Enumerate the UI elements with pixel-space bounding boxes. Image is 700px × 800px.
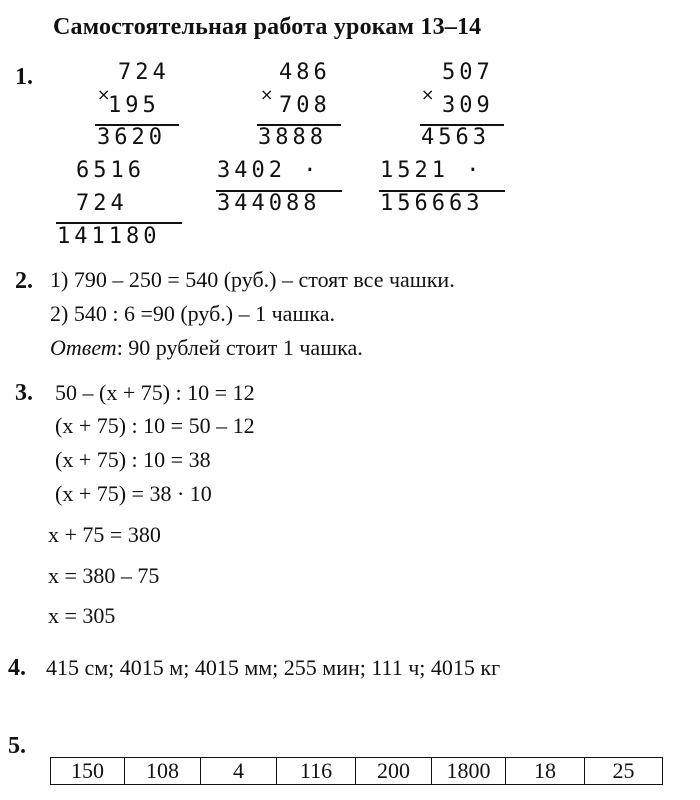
partial-product: 3888	[258, 125, 327, 150]
multiplier: 195	[108, 93, 160, 118]
solution-line: 1) 790 – 250 = 540 (руб.) – стоят все чашки.	[50, 267, 455, 292]
equation-line: (x + 75) : 10 = 38	[55, 447, 211, 472]
partial-product: 3620	[97, 125, 166, 150]
equation-line: 50 – (x + 75) : 10 = 12	[55, 380, 255, 405]
answer-table	[50, 757, 663, 785]
page-title: Самостоятельная работа урокам 13–14	[53, 14, 482, 40]
table-row	[51, 758, 663, 785]
partial-product: 3402 ·	[217, 158, 321, 183]
multiplicand: 486	[279, 60, 331, 85]
partial-product: 4563	[421, 125, 490, 150]
task-5-number: 5.	[8, 733, 26, 759]
answer-line	[50, 335, 363, 361]
task-4-number: 4.	[8, 655, 26, 681]
times-sign: ×	[421, 85, 435, 104]
equation-line: x + 75 = 380	[48, 522, 161, 547]
equation-line: x = 380 – 75	[48, 563, 160, 588]
solution-line: 2) 540 : 6 =90 (руб.) – 1 чашка.	[50, 301, 336, 326]
partial-product: 1521 ·	[380, 158, 484, 183]
table-cell: 200	[356, 758, 432, 785]
units-answer: 415 см; 4015 м; 4015 мм; 255 мин; 111 ч; 4015 кг	[46, 655, 501, 680]
answer-text: : 90 рублей стоит 1 чашка.	[116, 335, 363, 360]
answer-label: Ответ	[50, 335, 117, 360]
times-sign: ×	[97, 85, 111, 104]
multiplicand: 724	[118, 60, 170, 85]
task-2-number: 2.	[15, 268, 33, 294]
equation-line: (x + 75) : 10 = 50 – 12	[55, 413, 255, 438]
table-cell: 25	[585, 758, 663, 785]
table-cell: 108	[125, 758, 201, 785]
task-3-number: 3.	[15, 380, 33, 406]
equation-line: x = 305	[48, 603, 116, 628]
product-result: 156663	[380, 191, 484, 216]
partial-product: 6516	[76, 158, 145, 183]
equation-line: (x + 75) = 38 · 10	[55, 481, 212, 506]
product-result: 141180	[57, 224, 161, 249]
table-cell: 150	[51, 758, 125, 785]
multiplier: 708	[279, 93, 331, 118]
table-cell: 116	[277, 758, 356, 785]
times-sign: ×	[260, 85, 274, 104]
partial-product: 724	[76, 191, 128, 216]
multiplicand: 507	[442, 60, 494, 85]
multiplier: 309	[442, 93, 494, 118]
task-1-number: 1.	[15, 64, 33, 90]
product-result: 344088	[217, 191, 321, 216]
table-cell: 4	[201, 758, 277, 785]
table-cell: 18	[506, 758, 585, 785]
table-cell: 1800	[432, 758, 506, 785]
